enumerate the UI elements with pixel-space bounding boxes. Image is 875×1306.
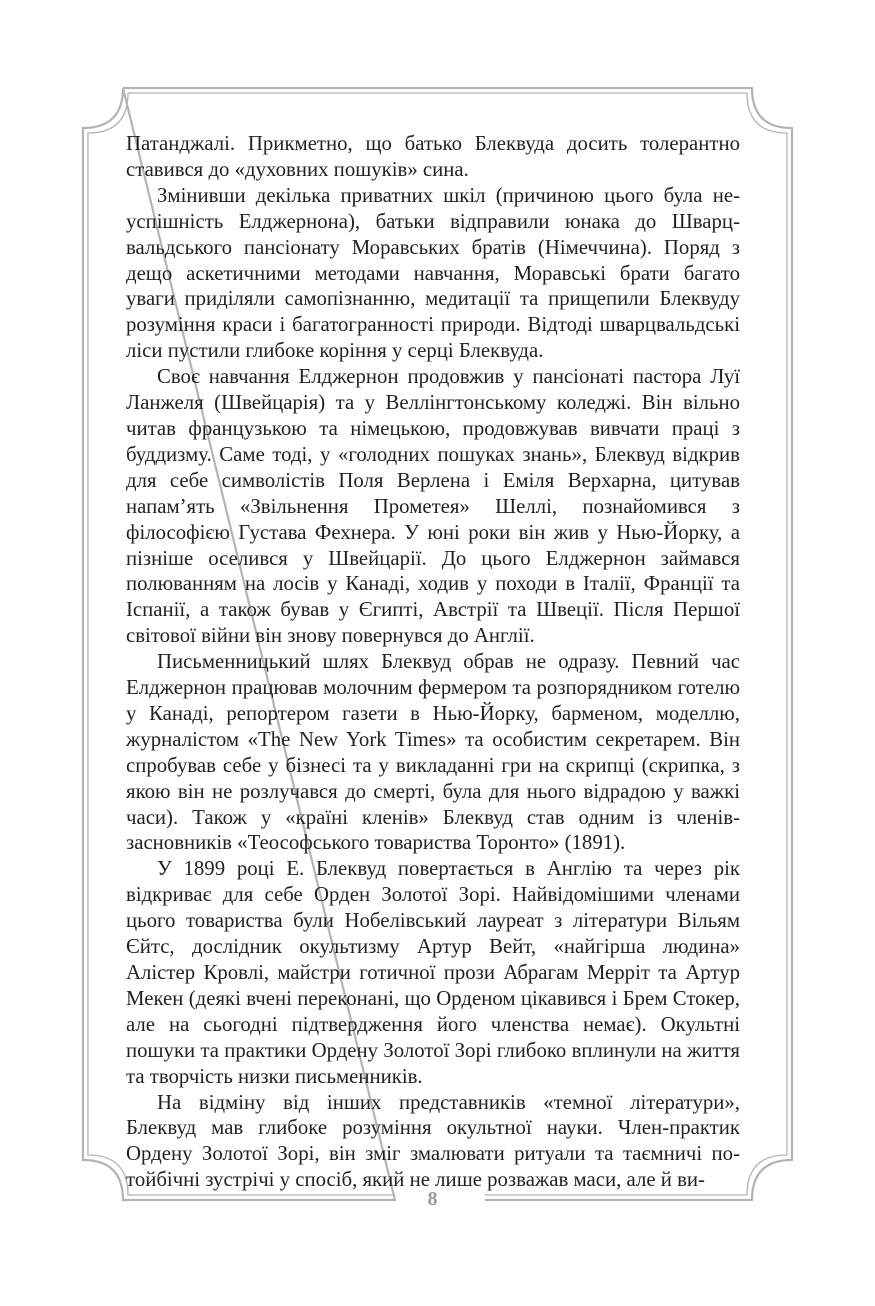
article-body: [126, 131, 740, 1193]
paragraph: Своє навчання Елджернон продовжив у пансіонаті пастора Луї Ланжеля (Швейцарія) та у Веллінгтонському коледжі. Він вільно читав французькою та німецькою, продовжував вивчати праці з буддизму. Саме тоді, у «голодних пошуках знань», Блеквуд відкрив для себе символістів Поля Верлена і Еміля Верхарна, цитував напам’ять «Звільнення Прометея» Шеллі, познайомився з філософією Густава Фехнера. У юні роки він жив у Нью-Йорку, а пізніше оселився у Швейцарії. До цього Елджернон займався полюванням на лосів у Канаді, ходив у походи в Італії, Франції та Іспанії, а також бував у Єгипті, Австрії та Швеції. Після Першої світової війни він знову повернувся до Англії.: [126, 365, 740, 648]
page-number: 8: [427, 1188, 438, 1210]
paragraph: У 1899 році Е. Блеквуд повертається в Англію та через рік відкриває для себе Орден Золотої Зорі. Найвідомішими членами цього товариства були Нобелівський лауреат з літератури Вільям Єйтс, дослідник окультизму Артур Вейт, «найгірша людина» Алістер Кровлі, майстри готичної прози Абрагам Меррiт та Артур Мекен (деякі вчені переконані, що Орденом цікавився і Брем Стокер, але на сьогодні підтвердження його членства немає). Окультні пошуки та практики Ордену Золотої Зорі глибоко вплинули на життя та творчість низки письменників.: [126, 857, 740, 1088]
paragraph: Змінивши декілька приватних шкіл (причиною цього була неуспішність Елджернона), батьки відправили юнака до Шварцвальдського пансіонату Моравських братів (Німеччина). Поряд з дещо аскетичними методами навчання, Моравські брати багато уваги приділяли самопізнанню, медитації та прищепили Блеквуду розуміння краси і багатогранності природи. Відтоді шварцвальдські ліси пустили глибоке коріння у серці Блеквуда.: [126, 183, 740, 363]
paragraph: На відміну від інших представників «темної літератури», Блеквуд мав глибоке розуміння окультної науки. Член-практик Ордену Золотої Зорі, він зміг змалювати ритуали та таємничі потойбічні зустрічі у спосіб, який не лише розважав маси, але й ви-: [126, 1090, 740, 1192]
paragraph: Письменницький шлях Блеквуд обрав не одразу. Певний час Елджернон працював молочним фермером та розпорядником готелю у Канаді, репортером газети в Нью-Йорку, барменом, моделлю, журналістом «The New York Times» та особистим секретарем. Він спробував себе у бізнесі та у викладанні гри на скрипці (скрипка, з якою він не розлучався до смерті, була для нього відрадою у важкі часи). Також у «країні кленів» Блеквуд став одним із членів-засновників «Теософського товариства Торонто» (1891).: [126, 650, 740, 855]
paragraph: Патанджалі. Прикметно, що батько Блеквуда досить толерантно ставився до «духовних пошуків» сина.: [126, 132, 740, 181]
